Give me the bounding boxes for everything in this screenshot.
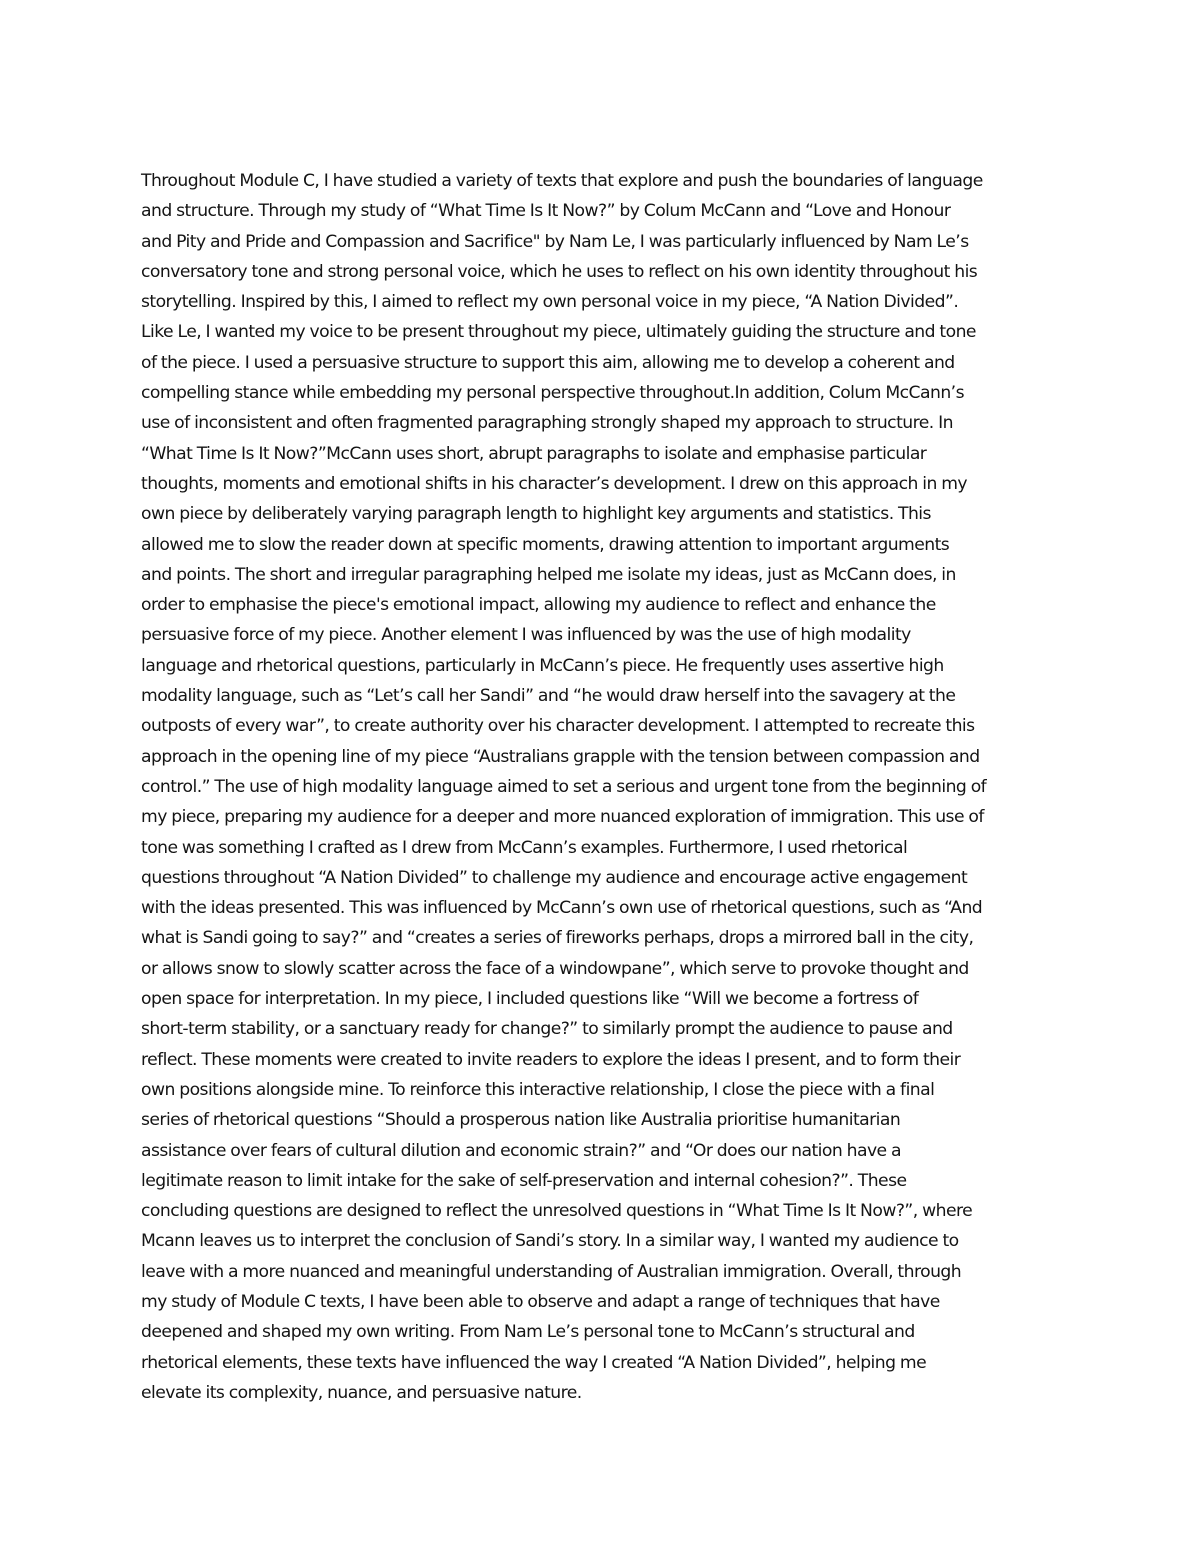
text-line: short-term stability, or a sanctuary ready for change?” to similarly prompt the audience to pause and [141,1019,953,1040]
text-line: leave with a more nuanced and meaningful understanding of Australian immigration. Overall, through [141,1261,962,1282]
body-paragraph [141,166,1071,1408]
text-line: and Pity and Pride and Compassion and Sacrifice" by Nam Le, I was particularly influenced by Nam Le’s [141,231,969,252]
text-line: order to emphasise the piece's emotional impact, allowing my audience to reflect and enhance the [141,595,936,616]
text-line: language and rhetorical questions, particularly in McCann’s piece. He frequently uses assertive high [141,655,944,676]
text-line: series of rhetorical questions “Should a prosperous nation like Australia prioritise humanitarian [141,1110,901,1131]
text-line: what is Sandi going to say?” and “creates a series of fireworks perhaps, drops a mirrored ball in the city, [141,928,974,949]
text-line: persuasive force of my piece. Another element I was influenced by was the use of high modality [141,625,911,646]
text-line: tone was something I crafted as I drew from McCann’s examples. Furthermore, I used rhetorical [141,837,908,858]
text-line: my study of Module C texts, I have been able to observe and adapt a range of techniques that have [141,1291,940,1312]
text-line: approach in the opening line of my piece “Australians grapple with the tension between compassion and [141,746,980,767]
text-line: allowed me to slow the reader down at specific moments, drawing attention to important arguments [141,534,950,555]
text-line: conversatory tone and strong personal voice, which he uses to reflect on his own identity throughout his [141,261,978,282]
text-line: of the piece. I used a persuasive structure to support this aim, allowing me to develop a coherent and [141,352,955,373]
text-line: deepened and shaped my own writing. From Nam Le’s personal tone to McCann’s structural and [141,1322,915,1343]
text-line: “What Time Is It Now?”McCann uses short, abrupt paragraphs to isolate and emphasise particular [141,443,927,464]
text-line: compelling stance while embedding my personal perspective throughout.In addition, Colum McCann’s [141,383,964,404]
text-line: own positions alongside mine. To reinforce this interactive relationship, I close the piece with a final [141,1079,935,1100]
text-line: elevate its complexity, nuance, and persuasive nature. [141,1382,582,1403]
text-line: questions throughout “A Nation Divided” to challenge my audience and encourage active engagement [141,867,968,888]
text-line: and points. The short and irregular paragraphing helped me isolate my ideas, just as McCann does, in [141,564,956,585]
text-line: reflect. These moments were created to invite readers to explore the ideas I present, and to form their [141,1049,961,1070]
text-line: control.” The use of high modality language aimed to set a serious and urgent tone from the beginning of [141,776,987,797]
text-line: storytelling. Inspired by this, I aimed to reflect my own personal voice in my piece, “A Nation Divided”. [141,292,959,313]
text-line: Like Le, I wanted my voice to be present throughout my piece, ultimately guiding the structure and tone [141,322,976,343]
text-line: concluding questions are designed to reflect the unresolved questions in “What Time Is It Now?”, where [141,1201,973,1222]
text-line: or allows snow to slowly scatter across the face of a windowpane”, which serve to provoke thought and [141,958,969,979]
text-line: legitimate reason to limit intake for the sake of self-preservation and internal cohesion?”. These [141,1170,907,1191]
text-line: thoughts, moments and emotional shifts in his character’s development. I drew on this approach in my [141,473,968,494]
text-line: own piece by deliberately varying paragraph length to highlight key arguments and statistics. This [141,504,931,525]
text-line: outposts of every war”, to create authority over his character development. I attempted to recreate this [141,716,975,737]
text-line: Throughout Module C, I have studied a variety of texts that explore and push the boundaries of language [141,171,983,191]
text-line: my piece, preparing my audience for a deeper and more nuanced exploration of immigration. This use of [141,807,984,828]
text-line: rhetorical elements, these texts have influenced the way I created “A Nation Divided”, helping me [141,1352,927,1373]
text-line: open space for interpretation. In my piece, I included questions like “Will we become a fortress of [141,989,919,1010]
text-line: assistance over fears of cultural dilution and economic strain?” and “Or does our nation have a [141,1140,901,1161]
text-line: use of inconsistent and often fragmented paragraphing strongly shaped my approach to structure. In [141,413,953,434]
text-line: and structure. Through my study of “What Time Is It Now?” by Colum McCann and “Love and Honour [141,201,951,222]
text-line: Mcann leaves us to interpret the conclusion of Sandi’s story. In a similar way, I wanted my audience to [141,1231,959,1252]
text-line: modality language, such as “Let’s call her Sandi” and “he would draw herself into the savagery at the [141,686,956,707]
text-line: with the ideas presented. This was influenced by McCann’s own use of rhetorical questions, such as “And [141,898,983,919]
